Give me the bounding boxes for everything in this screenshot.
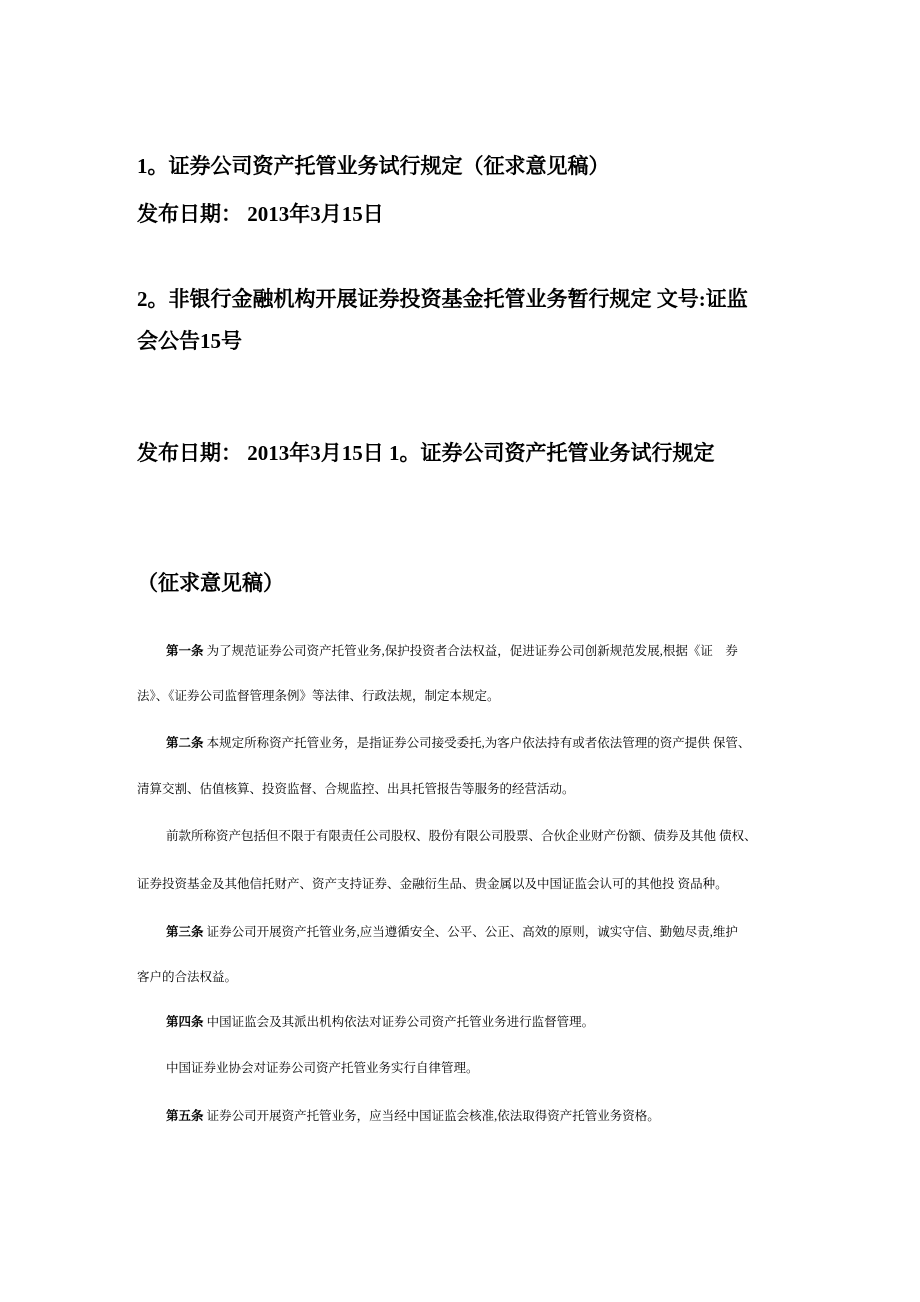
article-label: 第一条 <box>166 644 204 658</box>
article-1-line-1 <box>166 641 738 659</box>
paragraph-assets-line-1: 前款所称资产包括但不限于有限责任公司股权、股份有限公司股票、合伙企业财产份额、债券及其他 债权、 <box>166 829 757 843</box>
document-heading-2: 2。非银行金融机构开展证券投资基金托管业务暂行规定 文号:证监 <box>137 287 748 311</box>
article-4-line-1 <box>166 1012 594 1030</box>
article-1-line-2: 法》、《证券公司监督管理条例》等法律、行政法规，制定本规定。 <box>137 689 500 703</box>
document-heading-2-cont: 会公告15号 <box>137 329 242 353</box>
document-heading-1: 1。证券公司资产托管业务试行规定（征求意见稿） <box>137 154 610 178</box>
article-3-line-1 <box>166 922 738 940</box>
article-3-line-2: 客户的合法权益。 <box>137 970 238 984</box>
article-label: 第五条 <box>166 1109 204 1123</box>
paragraph-assets-line-2: 证券投资基金及其他信托财产、资产支持证券、金融衍生品、贵金属以及中国证监会认可的其他投 资品种。 <box>137 877 728 891</box>
article-label: 第二条 <box>166 736 204 750</box>
publish-date-2: 发布日期： 2013年3月15日 1。证券公司资产托管业务试行规定 <box>137 441 715 465</box>
paragraph-self-regulation: 中国证券业协会对证券公司资产托管业务实行自律管理。 <box>166 1061 479 1075</box>
article-text: 本规定所称资产托管业务，是指证券公司接受委托,为客户依法持有或者依法管理的资产提供 保管、 <box>206 736 751 750</box>
article-text: 中国证监会及其派出机构依法对证券公司资产托管业务进行监督管理。 <box>206 1015 595 1029</box>
article-5-line-1 <box>166 1106 660 1124</box>
publish-date-1: 发布日期： 2013年3月15日 <box>137 202 384 226</box>
draft-note: （征求意见稿） <box>137 571 284 595</box>
article-2-line-1 <box>166 733 750 751</box>
article-text: 证券公司开展资产托管业务,应当遵循安全、公平、公正、高效的原则，诚实守信、勤勉尽责,维护 <box>206 925 738 939</box>
article-text: 证券公司开展资产托管业务，应当经中国证监会核准,依法取得资产托管业务资格。 <box>206 1109 660 1123</box>
article-label: 第四条 <box>166 1015 204 1029</box>
article-label: 第三条 <box>166 925 204 939</box>
article-text: 为了规范证券公司资产托管业务,保护投资者合法权益，促进证券公司创新规范发展,根据《证 券 <box>203 644 738 658</box>
article-2-line-2: 清算交割、估值核算、投资监督、合规监控、出具托管报告等服务的经营活动。 <box>137 782 575 796</box>
